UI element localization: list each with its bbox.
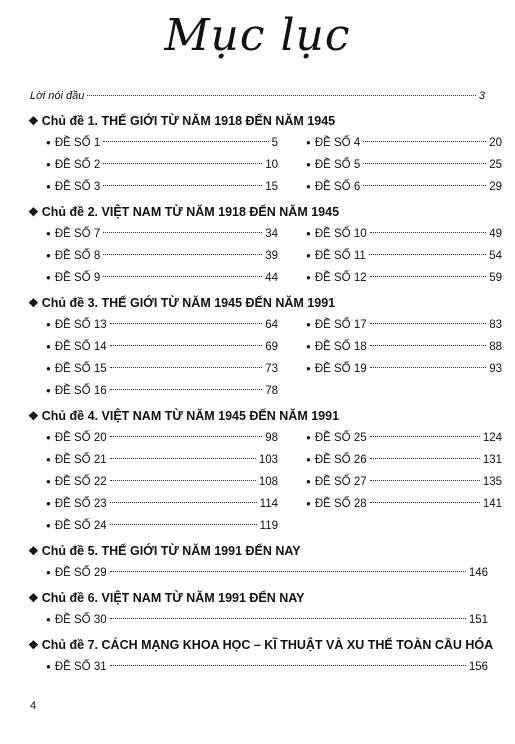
- entry-label: ĐỀ SỐ 9: [54, 272, 101, 284]
- entry-label: ĐỀ SỐ 13: [54, 319, 107, 331]
- bullet-icon: ●: [306, 320, 311, 329]
- section-heading[interactable]: [28, 110, 488, 132]
- right-column: [306, 223, 502, 289]
- left-column: [46, 223, 278, 289]
- entry-page: 83: [489, 319, 502, 331]
- section-title: VIỆT NAM TỪ NĂM 1991 ĐẾN NAY: [101, 591, 305, 605]
- entry-page: 54: [489, 250, 502, 262]
- diamond-bullet-icon: ❖: [28, 296, 39, 310]
- bullet-icon: ●: [306, 273, 311, 282]
- toc-entry[interactable]: [306, 132, 502, 154]
- section-prefix: Chủ đề 2.: [41, 205, 99, 219]
- leader-dots: [370, 502, 480, 503]
- entry-label: ĐỀ SỐ 30: [54, 614, 107, 626]
- leader-dots: [103, 276, 262, 277]
- section-entries: [46, 132, 502, 198]
- section-entries: [46, 609, 488, 631]
- bullet-icon: ●: [306, 342, 311, 351]
- entry-label: ĐỀ SỐ 5: [314, 159, 361, 171]
- bullet-icon: ●: [46, 662, 51, 671]
- diamond-bullet-icon: ❖: [28, 591, 39, 605]
- entry-label: ĐỀ SỐ 10: [314, 228, 367, 240]
- page-number: 4: [30, 700, 37, 712]
- entry-page: 88: [489, 341, 502, 353]
- entry-page: 93: [489, 363, 502, 375]
- entry-label: ĐỀ SỐ 8: [54, 250, 101, 262]
- left-column: [46, 314, 278, 402]
- entry-label: ĐỀ SỐ 25: [314, 432, 367, 444]
- diamond-bullet-icon: ❖: [28, 409, 39, 423]
- toc-entry[interactable]: [306, 267, 502, 289]
- bullet-icon: ●: [306, 433, 311, 442]
- diamond-bullet-icon: ❖: [28, 205, 39, 219]
- entry-page: 44: [265, 272, 278, 284]
- toc-entry[interactable]: [46, 493, 278, 515]
- bullet-icon: ●: [306, 499, 311, 508]
- toc-entry[interactable]: [46, 176, 278, 198]
- bullet-icon: ●: [306, 455, 311, 464]
- section-heading[interactable]: [28, 587, 488, 609]
- diamond-bullet-icon: ❖: [28, 544, 39, 558]
- toc-entry[interactable]: [46, 427, 278, 449]
- section-entries: [46, 562, 488, 584]
- toc-entry[interactable]: [306, 314, 502, 336]
- entry-label: ĐỀ SỐ 14: [54, 341, 107, 353]
- section-heading[interactable]: [28, 634, 494, 656]
- bullet-icon: ●: [46, 615, 51, 624]
- toc-entry[interactable]: [306, 471, 502, 493]
- leader-dots: [363, 185, 486, 186]
- leader-dots: [370, 367, 487, 368]
- entry-page: 20: [489, 137, 502, 149]
- entry-page: 39: [265, 250, 278, 262]
- leader-dots: [370, 436, 480, 437]
- toc-entry[interactable]: [46, 314, 278, 336]
- section-prefix: Chủ đề 3.: [41, 296, 99, 310]
- section-entries: [46, 427, 502, 537]
- entry-page: 108: [258, 476, 278, 488]
- section-entries: [46, 314, 502, 402]
- leader-dots: [103, 141, 268, 142]
- bullet-icon: ●: [306, 229, 311, 238]
- right-column: [306, 314, 502, 402]
- leader-dots: [370, 232, 487, 233]
- entry-label: ĐỀ SỐ 21: [54, 454, 107, 466]
- section-prefix: Chủ đề 7.: [41, 638, 99, 652]
- leader-dots: [110, 665, 466, 666]
- toc-entry[interactable]: [306, 493, 502, 515]
- entry-page: 156: [468, 661, 488, 673]
- section-prefix: Chủ đề 6.: [41, 591, 99, 605]
- section-prefix: Chủ đề 1.: [41, 114, 99, 128]
- toc-entry[interactable]: [306, 449, 502, 471]
- entry-label: ĐỀ SỐ 31: [54, 661, 107, 673]
- toc-entry[interactable]: [46, 223, 278, 245]
- bullet-icon: ●: [46, 342, 51, 351]
- entry-label: ĐỀ SỐ 6: [314, 181, 361, 193]
- leader-dots: [110, 458, 256, 459]
- toc-entry[interactable]: [46, 245, 278, 267]
- entry-label: ĐỀ SỐ 22: [54, 476, 107, 488]
- left-column: [46, 427, 278, 537]
- leader-dots: [110, 367, 263, 368]
- bullet-icon: ●: [306, 251, 311, 260]
- leader-dots: [363, 141, 486, 142]
- entry-label: ĐỀ SỐ 12: [314, 272, 367, 284]
- page-title: Mục lục: [164, 10, 351, 61]
- leader-dots: [370, 276, 487, 277]
- entry-page: 135: [482, 476, 502, 488]
- entry-page: 34: [265, 228, 278, 240]
- entry-page: 78: [265, 385, 278, 397]
- section-title: THẾ GIỚI TỪ NĂM 1918 ĐẾN NĂM 1945: [101, 114, 336, 128]
- leader-dots: [110, 480, 256, 481]
- entry-page: 98: [265, 432, 278, 444]
- bullet-icon: ●: [46, 386, 51, 395]
- entry-label: ĐỀ SỐ 23: [54, 498, 107, 510]
- toc-entry[interactable]: [306, 223, 502, 245]
- entry-page: 119: [259, 520, 278, 532]
- leader-dots: [110, 618, 466, 619]
- entry-page: 29: [489, 181, 502, 193]
- bullet-icon: ●: [46, 455, 51, 464]
- entry-label: ĐỀ SỐ 18: [314, 341, 367, 353]
- leader-dots: [110, 571, 466, 572]
- bullet-icon: ●: [46, 477, 51, 486]
- entry-label: ĐỀ SỐ 2: [54, 159, 101, 171]
- entry-label: ĐỀ SỐ 28: [314, 498, 367, 510]
- leader-dots: [370, 458, 480, 459]
- diamond-bullet-icon: ❖: [28, 638, 39, 652]
- entry-label: ĐỀ SỐ 17: [314, 319, 367, 331]
- bullet-icon: ●: [46, 182, 51, 191]
- leader-dots: [87, 95, 476, 96]
- toc-entry[interactable]: [46, 656, 488, 678]
- diamond-bullet-icon: ❖: [28, 114, 39, 128]
- section-heading[interactable]: [28, 201, 488, 223]
- leader-dots: [110, 345, 263, 346]
- toc-entry[interactable]: [306, 336, 502, 358]
- entry-page: 49: [489, 228, 502, 240]
- section-title: THẾ GIỚI TỪ NĂM 1945 ĐẾN NĂM 1991: [101, 296, 336, 310]
- leader-dots: [110, 389, 263, 390]
- leader-dots: [103, 185, 262, 186]
- toc-entry[interactable]: [306, 154, 502, 176]
- entry-page: 64: [265, 319, 278, 331]
- toc-entry[interactable]: [46, 471, 278, 493]
- entry-page: 69: [265, 341, 278, 353]
- preface-page: 3: [478, 90, 485, 102]
- toc-list: [28, 110, 502, 681]
- entry-page: 114: [259, 498, 278, 510]
- leader-dots: [110, 524, 257, 525]
- section-title: VIỆT NAM TỪ NĂM 1918 ĐẾN NĂM 1945: [101, 205, 340, 219]
- section-title: VIỆT NAM TỪ NĂM 1945 ĐẾN NĂM 1991: [101, 409, 340, 423]
- bullet-icon: ●: [46, 160, 51, 169]
- entry-page: 15: [265, 181, 278, 193]
- preface-entry[interactable]: [30, 90, 485, 102]
- toc-entry[interactable]: [46, 132, 278, 154]
- entry-label: ĐỀ SỐ 26: [314, 454, 367, 466]
- section-entries: [46, 656, 488, 678]
- entry-page: 124: [482, 432, 502, 444]
- entry-label: ĐỀ SỐ 7: [54, 228, 101, 240]
- bullet-icon: ●: [46, 273, 51, 282]
- toc-entry[interactable]: [46, 154, 278, 176]
- bullet-icon: ●: [46, 499, 51, 508]
- leader-dots: [370, 323, 487, 324]
- bullet-icon: ●: [46, 433, 51, 442]
- leader-dots: [370, 480, 480, 481]
- leader-dots: [110, 323, 263, 324]
- toc-entry[interactable]: [306, 176, 502, 198]
- leader-dots: [370, 345, 487, 346]
- entry-page: 146: [468, 567, 488, 579]
- entry-label: ĐỀ SỐ 4: [314, 137, 361, 149]
- section-prefix: Chủ đề 4.: [41, 409, 99, 423]
- entry-page: 59: [489, 272, 502, 284]
- toc-entry[interactable]: [46, 267, 278, 289]
- entry-label: ĐỀ SỐ 24: [54, 520, 107, 532]
- left-column: [46, 132, 278, 198]
- bullet-icon: ●: [306, 364, 311, 373]
- toc-entry[interactable]: [306, 427, 502, 449]
- bullet-icon: ●: [46, 320, 51, 329]
- leader-dots: [103, 254, 262, 255]
- bullet-icon: ●: [46, 251, 51, 260]
- entry-label: ĐỀ SỐ 11: [314, 250, 366, 262]
- entry-page: 141: [482, 498, 502, 510]
- bullet-icon: ●: [306, 477, 311, 486]
- bullet-icon: ●: [306, 160, 311, 169]
- section-heading[interactable]: [28, 405, 488, 427]
- entry-label: ĐỀ SỐ 19: [314, 363, 367, 375]
- entry-page: 103: [258, 454, 278, 466]
- bullet-icon: ●: [306, 182, 311, 191]
- bullet-icon: ●: [46, 138, 51, 147]
- entry-page: 131: [482, 454, 502, 466]
- leader-dots: [110, 502, 257, 503]
- leader-dots: [369, 254, 486, 255]
- entry-label: ĐỀ SỐ 20: [54, 432, 107, 444]
- toc-entry[interactable]: [46, 380, 278, 402]
- right-column: [306, 132, 502, 198]
- entry-label: ĐỀ SỐ 29: [54, 567, 107, 579]
- entry-page: 151: [468, 614, 488, 626]
- section-entries: [46, 223, 502, 289]
- section-heading[interactable]: [28, 292, 488, 314]
- entry-label: ĐỀ SỐ 27: [314, 476, 367, 488]
- section-heading[interactable]: [28, 540, 488, 562]
- bullet-icon: ●: [46, 229, 51, 238]
- entry-label: ĐỀ SỐ 3: [54, 181, 101, 193]
- section-title: THẾ GIỚI TỪ NĂM 1991 ĐẾN NAY: [101, 544, 301, 558]
- bullet-icon: ●: [46, 364, 51, 373]
- right-column: [306, 427, 502, 537]
- toc-entry[interactable]: [46, 449, 278, 471]
- entry-label: ĐỀ SỐ 15: [54, 363, 107, 375]
- leader-dots: [363, 163, 486, 164]
- entry-page: 25: [489, 159, 502, 171]
- toc-entry[interactable]: [46, 562, 488, 584]
- leader-dots: [110, 436, 263, 437]
- entry-page: 10: [265, 159, 278, 171]
- toc-entry[interactable]: [46, 515, 278, 537]
- toc-entry[interactable]: [306, 358, 502, 380]
- section-prefix: Chủ đề 5.: [41, 544, 99, 558]
- bullet-icon: ●: [306, 138, 311, 147]
- bullet-icon: ●: [46, 568, 51, 577]
- section-title: CÁCH MẠNG KHOA HỌC – KĨ THUẬT VÀ XU THẾ TOÀN CẦU HÓA: [101, 638, 494, 652]
- entry-page: 5: [271, 137, 278, 149]
- toc-entry[interactable]: [46, 336, 278, 358]
- entry-label: ĐỀ SỐ 1: [54, 137, 101, 149]
- toc-entry[interactable]: [46, 609, 488, 631]
- entry-page: 73: [265, 363, 278, 375]
- bullet-icon: ●: [46, 521, 51, 530]
- entry-label: ĐỀ SỐ 16: [54, 385, 107, 397]
- leader-dots: [103, 232, 262, 233]
- toc-entry[interactable]: [306, 245, 502, 267]
- toc-entry[interactable]: [46, 358, 278, 380]
- preface-label: Lời nói đầu: [30, 90, 85, 102]
- leader-dots: [103, 163, 262, 164]
